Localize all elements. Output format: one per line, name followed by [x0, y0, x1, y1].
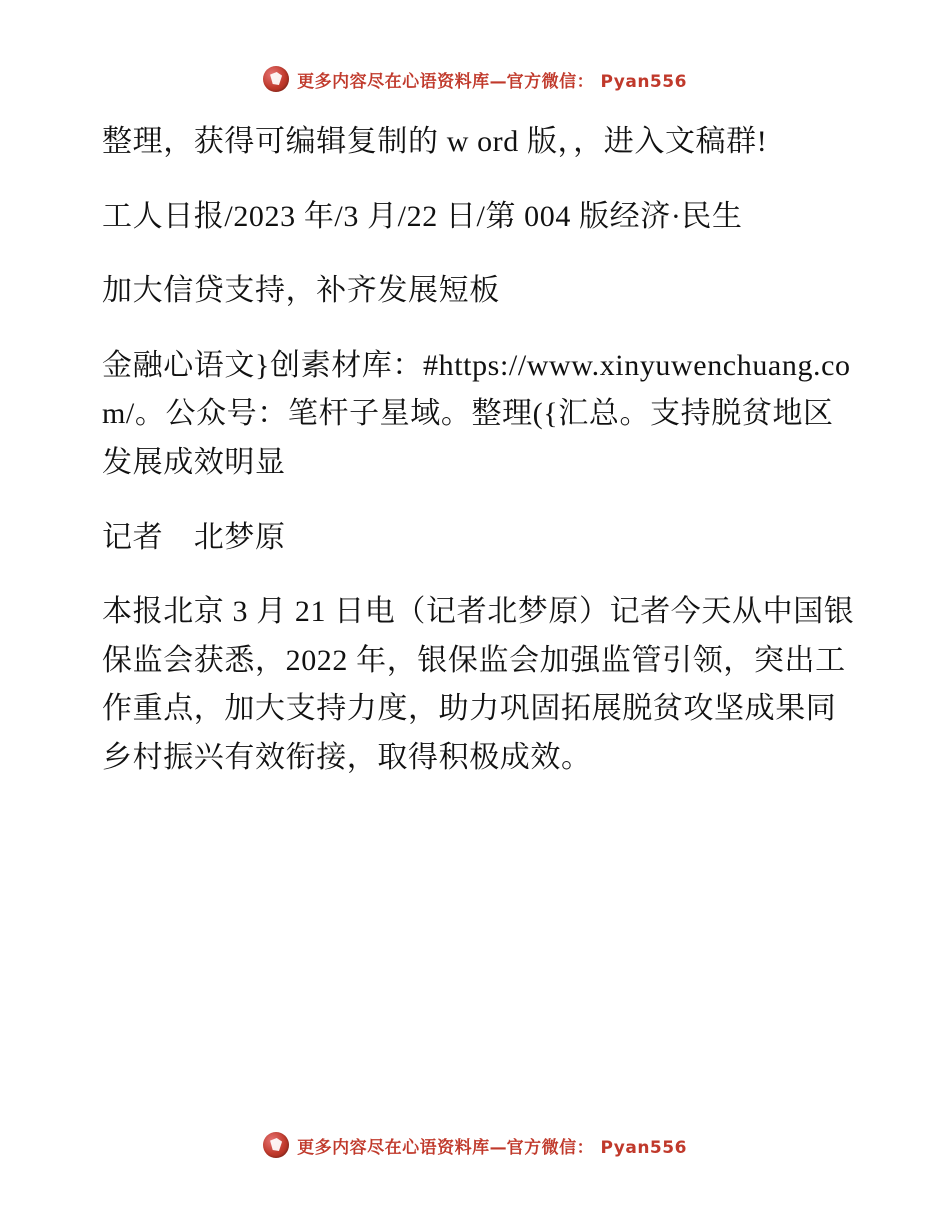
shield-logo-icon	[263, 1132, 289, 1158]
watermark-prefix: 更多内容尽在心语资料库	[297, 1137, 490, 1158]
paragraph-5: 记者 北梦原	[102, 520, 286, 554]
paragraph-1: 整理，获得可编辑复制的 w ord 版，，进入文稿群!	[102, 125, 768, 158]
content-spacer	[88, 809, 862, 849]
paragraph-6: 本报北京 3 月 21 日电（记者北梦原）记者今天从中国银保监会获悉，2022 年，银保监会加强监管引领，突出工作重点，加大支持力度，助力巩固拓展脱贫攻坚成果同乡村振兴有效衔接，取得积极成效。	[102, 595, 855, 774]
watermark-separator: —	[489, 71, 507, 92]
watermark-prefix: 更多内容尽在心语资料库	[297, 71, 490, 92]
watermark-footer	[0, 1132, 950, 1158]
watermark-separator: —	[489, 1137, 507, 1158]
document-content	[0, 118, 950, 1230]
watermark-wechat-id: Pyan556	[600, 71, 687, 92]
paragraph-4: 金融心语文}创素材库：#https://www.xinyuwenchuang.com/。公众号：笔杆子星域。整理({汇总。支持脱贫地区发展成效明显	[102, 348, 851, 479]
watermark-wechat-id: Pyan556	[600, 1137, 687, 1158]
paragraph-3: 加大信贷支持，补齐发展短板	[102, 274, 500, 308]
watermark-header	[0, 66, 950, 92]
paragraph-2: 工人日报/2023 年/3 月/22 日/第 004 版经济·民生	[102, 199, 743, 233]
watermark-suffix: 官方微信：	[506, 1137, 595, 1158]
shield-logo-icon	[263, 66, 289, 92]
watermark-text	[297, 67, 687, 92]
watermark-suffix: 官方微信：	[506, 71, 595, 92]
watermark-text	[297, 1133, 687, 1158]
